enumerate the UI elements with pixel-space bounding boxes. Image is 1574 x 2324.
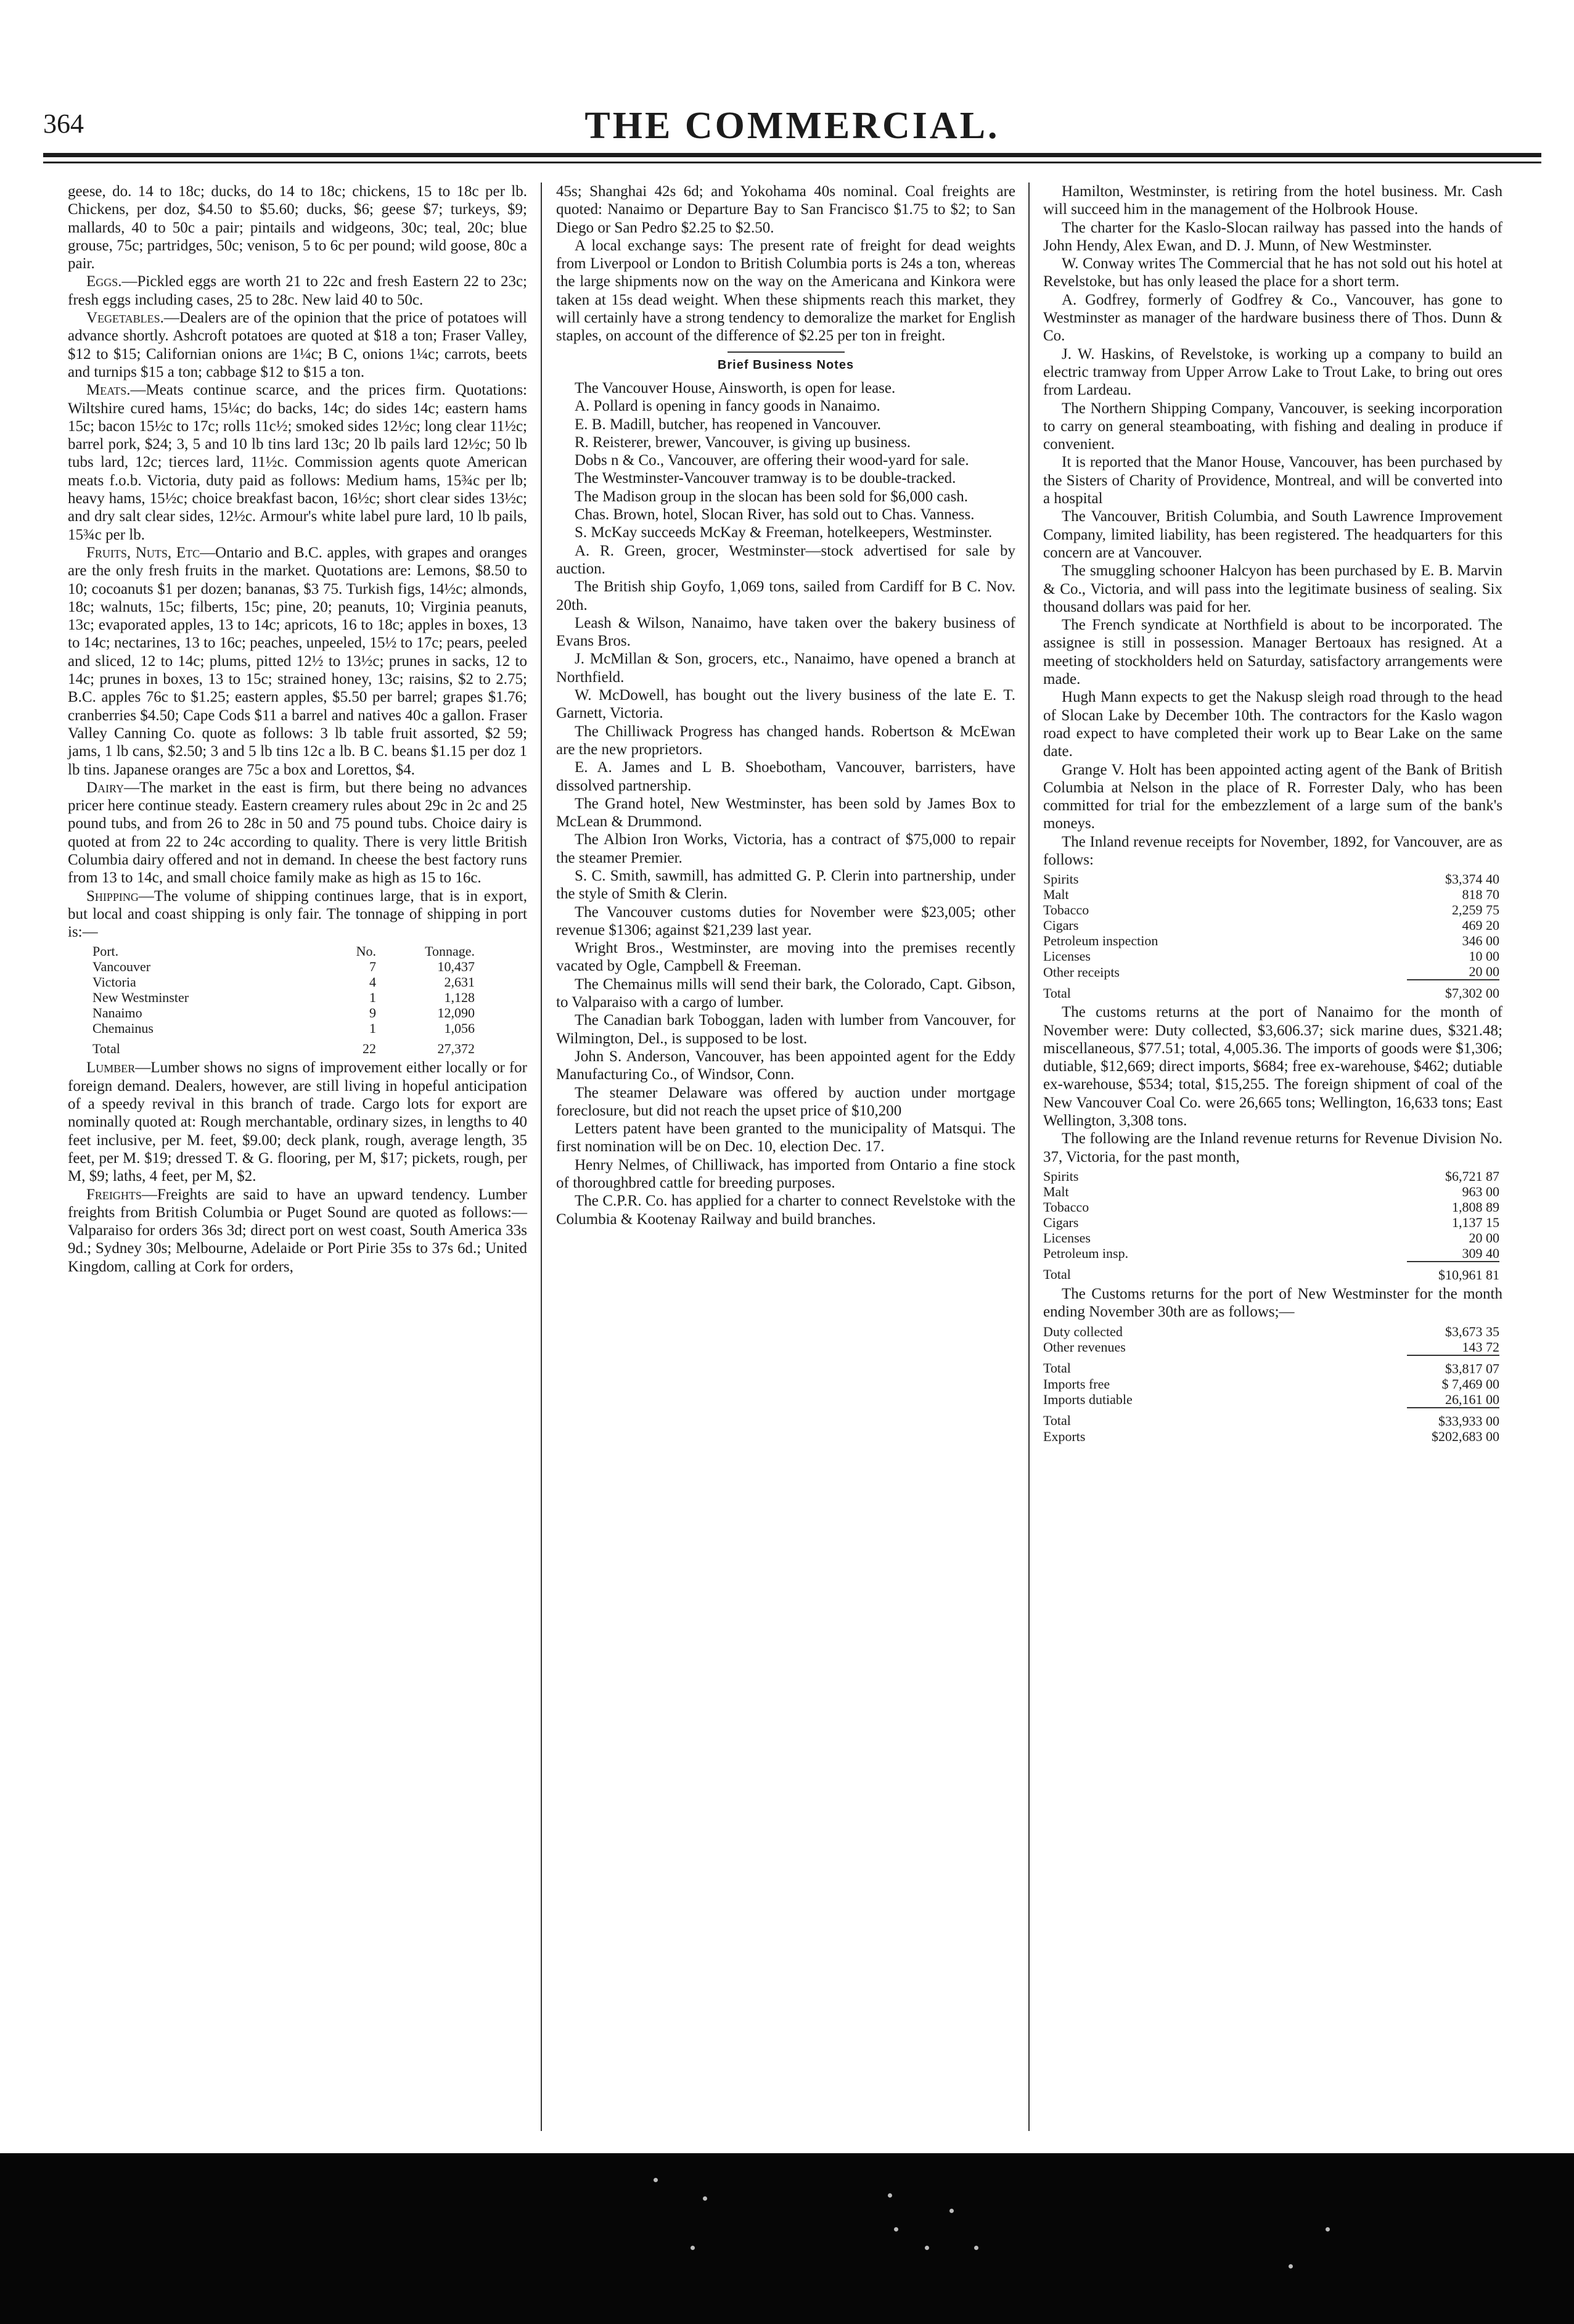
paragraph: [556, 686, 1015, 723]
revenue-amount: $ 7,469 00: [1441, 1376, 1499, 1392]
paragraph-text: —Freights are said to have an upward tendency. Lumber freights from British Columbia or Puget Sound are quoted as follows:—Valparaiso for orders 36s 3d; direct port on west coast, South America 33s 9d.; Sydney 30s; Melbourne, Adelaide or Port Pirie 35s to 37s 6d.; United Kingdom, calling at Cork for orders,: [68, 1186, 527, 1275]
paragraph: [556, 1192, 1015, 1228]
revenue-item: Petroleum insp.: [1043, 1246, 1129, 1262]
tonnage: 1,128: [444, 990, 475, 1006]
paragraph: [556, 542, 1015, 578]
paragraph: [556, 650, 1015, 686]
masthead: THE COMMERCIAL.: [584, 105, 1000, 147]
paragraph-text: S. C. Smith, sawmill, has admitted G. P. Clerin into partnership, under the style of Smith & Clerin.: [556, 867, 1015, 903]
revenue-amount: 20 00: [1469, 964, 1499, 980]
inland-revenue-victoria-table: [1043, 1168, 1499, 1283]
revenue-amount: $3,374 40: [1445, 871, 1499, 887]
paragraph: [556, 578, 1015, 614]
paragraph: [556, 397, 1015, 415]
paragraph-text: —Pickled eggs are worth 21 to 22c and fresh Eastern 22 to 23c; fresh eggs including cases, 25 to 28c. New laid 40 to 50c.: [68, 273, 527, 308]
scan-speck: [894, 2227, 898, 2232]
tonnage: 1,056: [444, 1020, 475, 1037]
paragraph-text: The Westminster-Vancouver tramway is to be double-tracked.: [575, 470, 956, 487]
paragraph: [1043, 453, 1502, 507]
paragraph-text: Grange V. Holt has been appointed acting agent of the Bank of British Columbia at Nelson in the place of R. Forrester Daly, who has been committed for trial for the embezzlement of a large sum of the bank's moneys.: [1043, 761, 1502, 832]
paragraph-text: The British ship Goyfo, 1,069 tons, sailed from Cardiff for B C. Nov. 20th.: [556, 578, 1015, 614]
revenue-row: [1043, 871, 1499, 887]
column-divider: [1028, 183, 1030, 2131]
page-header: [43, 105, 1541, 147]
port-name: Nanaimo: [92, 1005, 142, 1021]
section-heading: Shipping: [86, 887, 139, 905]
paragraph-text: —Ontario and B.C. apples, with grapes and oranges are the only fresh fruits in the market. Quotations are: Lemons, $8.50 to 10; cocoanuts $1 per dozen; bananas, $3 75. Turkish figs, 14½c; almonds, 18c; walnuts, 15c; filberts, 15c; pine, 20; peanuts, 10; Virginia peanuts, 13c; evaporated apples, 13 to 14c; apricots, 16 to 18c; apples in boxes, 13 to 14c; nectarines, 13 to 16c; peaches, unpeeled, 15½ to 17c; pears, peeled and sliced, 12 to 14c; plums, pitted 12½ to 13½c; prunes in sacks, 12 to 14c; prunes in boxes, 13 to 15c; strained honey, 13c; raisins, $2 to 2.75; B.C. apples 76c to $1.25; eastern apples, $5.50 per barrel; grapes $1.76; cranberries $4.50; Cape Cods $11 a barrel and natives 40c a gallon. Fraser Valley Canning Co. quote as follows: 3 lb table fruit assorted, $2 59; jams, 1 lb cans, $2.50; 3 and 5 lb tins 12c a lb. B C. beans $1.15 per doz 1 lb tins. Japanese oranges are 75c a box and Lorettos, $4.: [68, 544, 527, 778]
paragraph: [556, 469, 1015, 487]
revenue-item: Imports free: [1043, 1376, 1110, 1392]
paragraph: [68, 887, 527, 942]
port-name: Chemainus: [92, 1020, 154, 1037]
vessel-count: 1: [369, 1020, 376, 1037]
paragraph: [556, 1156, 1015, 1193]
paragraph: [556, 506, 1015, 524]
revenue-amount: 309 40: [1462, 1245, 1499, 1261]
revenue-row: [1043, 1429, 1499, 1444]
paragraph: [556, 939, 1015, 975]
shipping-header-tonnage: Tonnage.: [425, 943, 475, 959]
paragraph: [556, 723, 1015, 759]
scan-speck: [888, 2193, 892, 2198]
paragraph-text: A. Pollard is opening in fancy goods in Nanaimo.: [575, 398, 880, 415]
revenue-item: Malt: [1043, 887, 1069, 903]
paragraph: [68, 1186, 527, 1276]
paragraph-text: Chas. Brown, hotel, Slocan River, has sold out to Chas. Vanness.: [575, 506, 975, 524]
port-name: New Westminster: [92, 990, 189, 1006]
tonnage: 12,090: [437, 1005, 475, 1021]
port-name: Total: [92, 1041, 120, 1057]
paragraph: [556, 831, 1015, 867]
revenue-row: [1043, 1324, 1499, 1339]
section-rule: [728, 351, 845, 353]
paragraph-text: The Vancouver House, Ainsworth, is open for lease.: [575, 379, 896, 396]
paragraph: [1043, 833, 1502, 869]
revenue-item: Tobacco: [1043, 1199, 1089, 1215]
revenue-amount: $33,933 00: [1407, 1408, 1499, 1429]
paragraph: [68, 183, 527, 273]
revenue-row: [1043, 1339, 1499, 1355]
revenue-item: Licenses: [1043, 948, 1091, 964]
shipping-table: [92, 943, 475, 1056]
paragraph-text: John S. Anderson, Vancouver, has been appointed agent for the Eddy Manufacturing Co., of Windsor, Conn.: [556, 1048, 1015, 1083]
paragraph-text: —Lumber shows no signs of improvement either locally or for foreign demand. Dealers, however, are still living in hopeful anticipation of a speedy revival in this branch of trade. Cargo lots for export are nominally quoted at: Rough merchantable, ordinary sizes, in lengths to 40 feet inclusive, per M. feet, $9.00; deck plank, rough, average length, 35 feet, per M. $19; dressed T. & G. flooring, per M, $17; pickets, rough, per M, $9; laths, 4 feet, per M, $2.: [68, 1059, 527, 1185]
paragraph-text: W. Conway writes The Commercial that he has not sold out his hotel at Revelstoke, but has only leased the place for a short term.: [1043, 255, 1502, 290]
section-heading: Eggs.: [86, 273, 122, 290]
scan-speck: [1326, 2227, 1330, 2232]
revenue-amount: $3,817 07: [1407, 1355, 1499, 1376]
paragraph: [1043, 1003, 1502, 1130]
paragraph: [1043, 400, 1502, 454]
paragraph-text: The smuggling schooner Halcyon has been purchased by E. B. Marvin & Co., Victoria, and will pass into the legitimate business of sealing. Six thousand dollars was paid for her.: [1043, 562, 1502, 615]
revenue-amount: 20 00: [1469, 1230, 1499, 1246]
revenue-item: Spirits: [1043, 1168, 1079, 1184]
paragraph-text: Dobs n & Co., Vancouver, are offering their wood-yard for sale.: [575, 452, 969, 469]
paragraph: [1043, 507, 1502, 562]
vessel-count: 7: [369, 959, 376, 975]
revenue-row: [1043, 918, 1499, 933]
section-heading: Vegetables.: [86, 310, 164, 327]
paragraph-text: The Northern Shipping Company, Vancouver, is seeking incorporation to carry on general steamboating, with fishing and dealing in produce if convenient.: [1043, 400, 1502, 453]
revenue-row: [1043, 1215, 1499, 1230]
paragraph: [556, 1011, 1015, 1048]
section-heading: Dairy: [86, 779, 125, 796]
vessel-count: 22: [363, 1041, 376, 1057]
scan-speck: [949, 2209, 954, 2213]
paragraph-text: S. McKay succeeds McKay & Freeman, hotelkeepers, Westminster.: [575, 524, 993, 541]
revenue-amount: 10 00: [1469, 948, 1499, 964]
revenue-item: Other receipts: [1043, 964, 1120, 980]
vessel-count: 4: [369, 974, 376, 990]
tonnage: 2,631: [444, 974, 475, 990]
revenue-amount: 143 72: [1462, 1339, 1499, 1355]
paragraph-text: Hamilton, Westminster, is retiring from the hotel business. Mr. Cash will succeed him in the management of the Holbrook House.: [1043, 183, 1502, 218]
paragraph-text: The C.P.R. Co. has applied for a charter to connect Revelstoke with the Columbia & Kootenay Railway and build branches.: [556, 1193, 1015, 1228]
revenue-row: [1043, 1184, 1499, 1199]
paragraph-text: J. W. Haskins, of Revelstoke, is working up a company to build an electric tramway from Upper Arrow Lake to Trout Lake, to bring out ores from Lardeau.: [1043, 345, 1502, 399]
revenue-row: [1043, 1262, 1499, 1283]
paragraph: [1043, 761, 1502, 833]
paragraph-text: The steamer Delaware was offered by auction under mortgage foreclosure, but did not reach the upset price of $10,200: [556, 1084, 1015, 1119]
scan-margin: [0, 2153, 1574, 2324]
paragraph-text: —Meats continue scarce, and the prices firm. Quotations: Wiltshire cured hams, 15¼c; do backs, 14c; do sides 14c; eastern hams 15c; bacon 15½c to 17c; rolls 11c½; smoked sides 12½c; long clear 11½c; barrel pork, $24; 3, 5 and 10 lb tins lard 13c; 20 lb pails lard 12½c; 50 lb tubs lard, 12c; tierces lard, 11½c. Commission agents quote American meats f.o.b. Victoria, duty paid as follows: Medium hams, 15¾c per lb; heavy hams, 15½c; choice breakfast bacon, 16½c; short clear sides 13½c; and dry salt clear sides, 12½c. Armour's white label pure lard, 10 lb pails, 15¾c per lb.: [68, 382, 527, 543]
paragraph-text: E. B. Madill, butcher, has reopened in Vancouver.: [575, 416, 882, 433]
revenue-row: [1043, 1408, 1499, 1429]
paragraph: [68, 381, 527, 544]
paragraph-text: geese, do. 14 to 18c; ducks, do 14 to 18c; chickens, 15 to 18c per lb. Chickens, per doz, $4.50 to $5.60; ducks, $6; geese $7; turkeys, $9; mallards, 40 to 50c a pair; pintails and widgeons, 30c; teal, 20c; blue grouse, 75c; partridges, 50c; venison, 5 to 6c per pound; wild goose, 80c a pair.: [68, 183, 527, 273]
revenue-row: [1043, 1355, 1499, 1376]
revenue-item: Total: [1043, 1360, 1071, 1376]
revenue-row: [1043, 933, 1499, 948]
paragraph: [556, 379, 1015, 397]
paragraph: [1043, 688, 1502, 760]
paragraph: [1043, 1130, 1502, 1166]
paragraph-text: The charter for the Kaslo-Slocan railway has passed into the hands of John Hendy, Alex Ewan, and D. J. Munn, of New Westminster.: [1043, 219, 1502, 254]
revenue-amount: 818 70: [1462, 887, 1499, 903]
revenue-item: Licenses: [1043, 1230, 1091, 1246]
paragraph: [68, 779, 527, 887]
paragraph-text: Hugh Mann expects to get the Nakusp sleigh road through to the head of Slocan Lake by December 10th. The contractors for the Kaslo wagon road expect to have completed their work up to Bear Lake on the same date.: [1043, 689, 1502, 760]
revenue-amount: $3,673 35: [1445, 1323, 1499, 1339]
revenue-item: Imports dutiable: [1043, 1392, 1133, 1408]
paragraph-text: The Vancouver customs duties for November were $23,005; other revenue $1306; against $21,239 last year.: [556, 903, 1015, 938]
revenue-item: Cigars: [1043, 918, 1079, 934]
paragraph-text: It is reported that the Manor House, Vancouver, has been purchased by the Sisters of Charity of Providence, Montreal, and will be converted into a hospital: [1043, 454, 1502, 507]
paragraph: [1043, 255, 1502, 291]
scan-speck: [1289, 2264, 1293, 2269]
revenue-amount: $7,302 00: [1407, 980, 1499, 1001]
revenue-row: [1043, 902, 1499, 918]
revenue-row: [1043, 1392, 1499, 1408]
tonnage: 27,372: [437, 1041, 475, 1057]
paragraph-text: —The volume of shipping continues large, that is in export, but local and coast shipping is only fair. The tonnage of shipping in port is:—: [68, 887, 527, 941]
revenue-amount: 1,137 15: [1452, 1214, 1499, 1230]
column-1: [68, 183, 527, 1276]
paragraph: [1043, 183, 1502, 219]
revenue-row: [1043, 948, 1499, 964]
revenue-row: [1043, 1199, 1499, 1215]
revenue-item: Malt: [1043, 1183, 1069, 1199]
revenue-item: Duty collected: [1043, 1323, 1123, 1339]
revenue-row: [1043, 980, 1499, 1001]
paragraph: [556, 183, 1015, 237]
paragraph-text: A. R. Green, grocer, Westminster—stock advertised for sale by auction.: [556, 542, 1015, 577]
page-number: 364: [43, 109, 84, 139]
revenue-item: Other revenues: [1043, 1339, 1126, 1355]
revenue-row: [1043, 1246, 1499, 1262]
shipping-row: [92, 1005, 475, 1020]
revenue-amount: $6,721 87: [1445, 1168, 1499, 1184]
column-3: [1043, 183, 1502, 1447]
revenue-row: [1043, 1376, 1499, 1392]
column-divider: [541, 183, 542, 2131]
header-rule-thick: [43, 153, 1541, 157]
paragraph: [68, 544, 527, 779]
paragraph-text: R. Reisterer, brewer, Vancouver, is giving up business.: [575, 433, 911, 451]
paragraph: [68, 1059, 527, 1185]
paragraph-text: The Grand hotel, New Westminster, has been sold by James Box to McLean & Drummond.: [556, 795, 1015, 831]
paragraph-text: 45s; Shanghai 42s 6d; and Yokohama 40s nominal. Coal freights are quoted: Nanaimo or Departure Bay to San Francisco $1.75 to $2; to San Diego or San Pedro $2.25 to $2.50.: [556, 183, 1015, 236]
paragraph-text: Letters patent have been granted to the municipality of Matsqui. The first nomination will be on Dec. 10, election Dec. 17.: [556, 1120, 1015, 1156]
paragraph-text: The Madison group in the slocan has been sold for $6,000 cash.: [575, 488, 969, 505]
revenue-amount: 346 00: [1462, 933, 1499, 949]
paragraph-text: A. Godfrey, formerly of Godfrey & Co., Vancouver, has gone to Westminster as manager of the hardware business there of Thos. Dunn & Co.: [1043, 291, 1502, 345]
paragraph: [556, 488, 1015, 506]
section-heading: Lumber: [86, 1059, 136, 1077]
shipping-total-row: [92, 1036, 475, 1056]
revenue-amount: $202,683 00: [1432, 1428, 1499, 1444]
paragraph: [556, 1120, 1015, 1156]
brief-notes-title: Brief Business Notes: [717, 358, 855, 372]
paragraph: [556, 975, 1015, 1012]
scan-speck: [925, 2246, 929, 2250]
shipping-header-port: Port.: [92, 943, 119, 959]
paragraph-text: A local exchange says: The present rate of freight for dead weights from Liverpool or London to British Columbia ports is 24s a ton, whereas the large shipments now on the way on the Americana and Kinkora were taken at 15s dead weight. When these shipments reach this market, they will certainly have a strong tendency to demoralize the market for English staples, on account of the difference of $2.25 per ton in freight.: [556, 237, 1015, 345]
revenue-item: Total: [1043, 1413, 1071, 1429]
paragraph-text: The following are the Inland revenue returns for Revenue Division No. 37, Victoria, for the past month,: [1043, 1130, 1502, 1165]
revenue-amount: 963 00: [1462, 1183, 1499, 1199]
paragraph-text: Wright Bros., Westminster, are moving into the premises recently vacated by Ogle, Campbell & Freeman.: [556, 940, 1015, 975]
revenue-row: [1043, 1230, 1499, 1246]
revenue-item: Tobacco: [1043, 902, 1089, 918]
scan-speck: [654, 2178, 658, 2182]
shipping-header-no: No.: [356, 943, 376, 959]
paragraph-text: The Albion Iron Works, Victoria, has a contract of $75,000 to repair the steamer Premier.: [556, 831, 1015, 866]
paragraph-text: The French syndicate at Northfield is about to be incorporated. The assignee is still in possession. Manager Bertoaux has resigned. At a meeting of stockholders held on Saturday, satisfactory arrangements were made.: [1043, 617, 1502, 688]
paragraph: [68, 273, 527, 309]
paragraph-text: The Chemainus mills will send their bark, the Colorado, Capt. Gibson, to Valparaiso with a cargo of lumber.: [556, 975, 1015, 1011]
shipping-row: [92, 1020, 475, 1036]
section-heading: Freights: [86, 1186, 142, 1203]
revenue-row: [1043, 887, 1499, 902]
paragraph: [556, 416, 1015, 433]
vessel-count: 1: [369, 990, 376, 1006]
revenue-item: Spirits: [1043, 871, 1079, 887]
revenue-row: [1043, 964, 1499, 980]
paragraph: [556, 1048, 1015, 1084]
revenue-amount: $10,961 81: [1407, 1262, 1499, 1283]
scan-speck: [703, 2196, 707, 2201]
paragraph: [1043, 1285, 1502, 1321]
paragraph-text: —Dealers are of the opinion that the price of potatoes will advance shortly. Ashcroft potatoes are quoted at $18 a ton; Fraser Valley, $12 to $15; Californian onions are 1¼c; B C, onions 1¼c; carrots, beets and turnips $15 a ton; cabbage $12 to $15 a ton.: [68, 310, 527, 380]
paragraph: [1043, 616, 1502, 688]
column-2: [556, 183, 1015, 1228]
paragraph: [556, 237, 1015, 345]
section-heading: Meats.: [86, 382, 131, 399]
tonnage: 10,437: [437, 959, 475, 975]
paragraph-text: The Canadian bark Toboggan, laden with lumber from Vancouver, for Wilmington, Del., is supposed to be lost.: [556, 1012, 1015, 1047]
section-heading: Fruits, Nuts, Etc: [86, 544, 200, 561]
paragraph-text: E. A. James and L B. Shoebotham, Vancouver, barristers, have dissolved partnership.: [556, 759, 1015, 794]
port-name: Victoria: [92, 974, 136, 990]
paragraph-text: W. McDowell, has bought out the livery business of the late E. T. Garnett, Victoria.: [556, 687, 1015, 722]
shipping-row: [92, 974, 475, 990]
revenue-item: Petroleum inspection: [1043, 933, 1158, 949]
paragraph-text: J. McMillan & Son, grocers, etc., Nanaimo, have opened a branch at Northfield.: [556, 651, 1015, 686]
paragraph: [556, 758, 1015, 795]
paragraph: [1043, 345, 1502, 400]
paragraph: [556, 1084, 1015, 1120]
shipping-row: [92, 990, 475, 1005]
inland-revenue-vancouver-table: [1043, 871, 1499, 1001]
paragraph: [1043, 291, 1502, 345]
revenue-amount: 469 20: [1462, 918, 1499, 934]
paragraph-text: Henry Nelmes, of Chilliwack, has imported from Ontario a fine stock of thoroughbred cattle for breeding purposes.: [556, 1156, 1015, 1192]
paragraph: [1043, 562, 1502, 616]
revenue-item: Exports: [1043, 1428, 1086, 1444]
paragraph: [556, 867, 1015, 903]
shipping-row: [92, 959, 475, 974]
paragraph-text: The Chilliwack Progress has changed hands. Robertson & McEwan are the new proprietors.: [556, 723, 1015, 758]
paragraph: [556, 524, 1015, 541]
paragraph: [556, 903, 1015, 940]
paragraph: [1043, 219, 1502, 255]
revenue-amount: 2,259 75: [1452, 902, 1499, 918]
paragraph-text: The Vancouver, British Columbia, and South Lawrence Improvement Company, limited liability, has been registered. The headquarters for this concern are at Vancouver.: [1043, 508, 1502, 561]
revenue-amount: 26,161 00: [1445, 1391, 1499, 1407]
revenue-item: Total: [1043, 985, 1071, 1001]
paragraph: [556, 795, 1015, 831]
paragraph-text: The Inland revenue receipts for November, 1892, for Vancouver, are as follows:: [1043, 833, 1502, 868]
paragraph: [556, 614, 1015, 651]
revenue-item: Cigars: [1043, 1214, 1079, 1230]
paragraph-text: The customs returns at the port of Nanaimo for the month of November were: Duty collected, $3,606.37; sick marine dues, $321.48; miscellaneous, $77.51; total, 4,005.36. The imports of goods were $1,306; dutiable, $12,669; direct imports, $684; free ex-warehouse, $462; dutiable ex-warehouse, $534; total, $15,255. The foreign shipment of coal of the New Vancouver Coal Co. were 26,665 tons; Wellington, 16,633 tons; East Wellington, 3,308 tons.: [1043, 1004, 1502, 1130]
paragraph: [556, 451, 1015, 469]
paragraph-text: Leash & Wilson, Nanaimo, have taken over the bakery business of Evans Bros.: [556, 614, 1015, 650]
revenue-amount: 1,808 89: [1452, 1199, 1499, 1215]
port-name: Vancouver: [92, 959, 151, 975]
revenue-row: [1043, 1168, 1499, 1184]
header-rule-thin: [43, 162, 1541, 163]
vessel-count: 9: [369, 1005, 376, 1021]
paragraph: [556, 433, 1015, 451]
revenue-item: Total: [1043, 1267, 1071, 1283]
paragraph: [68, 309, 527, 381]
paragraph-text: —The market in the east is firm, but there being no advances pricer here continue steady. Eastern creamery rules about 29c in 2c and 25 pound tubs, and from 26 to 28c in 50 and 75 pound tubs. Choice dairy is quoted at from 22 to 24c according to quality. There is very little British Columbia dairy offered and not in demand. In cheese the best factory runs from 13 to 14c, and small choice family make as high as 15 to 16c.: [68, 779, 527, 887]
customs-westminster-table: [1043, 1324, 1499, 1444]
scan-speck: [691, 2246, 695, 2250]
scan-speck: [974, 2246, 978, 2250]
paragraph-text: The Customs returns for the port of New Westminster for the month ending November 30th are as follows;—: [1043, 1285, 1502, 1321]
